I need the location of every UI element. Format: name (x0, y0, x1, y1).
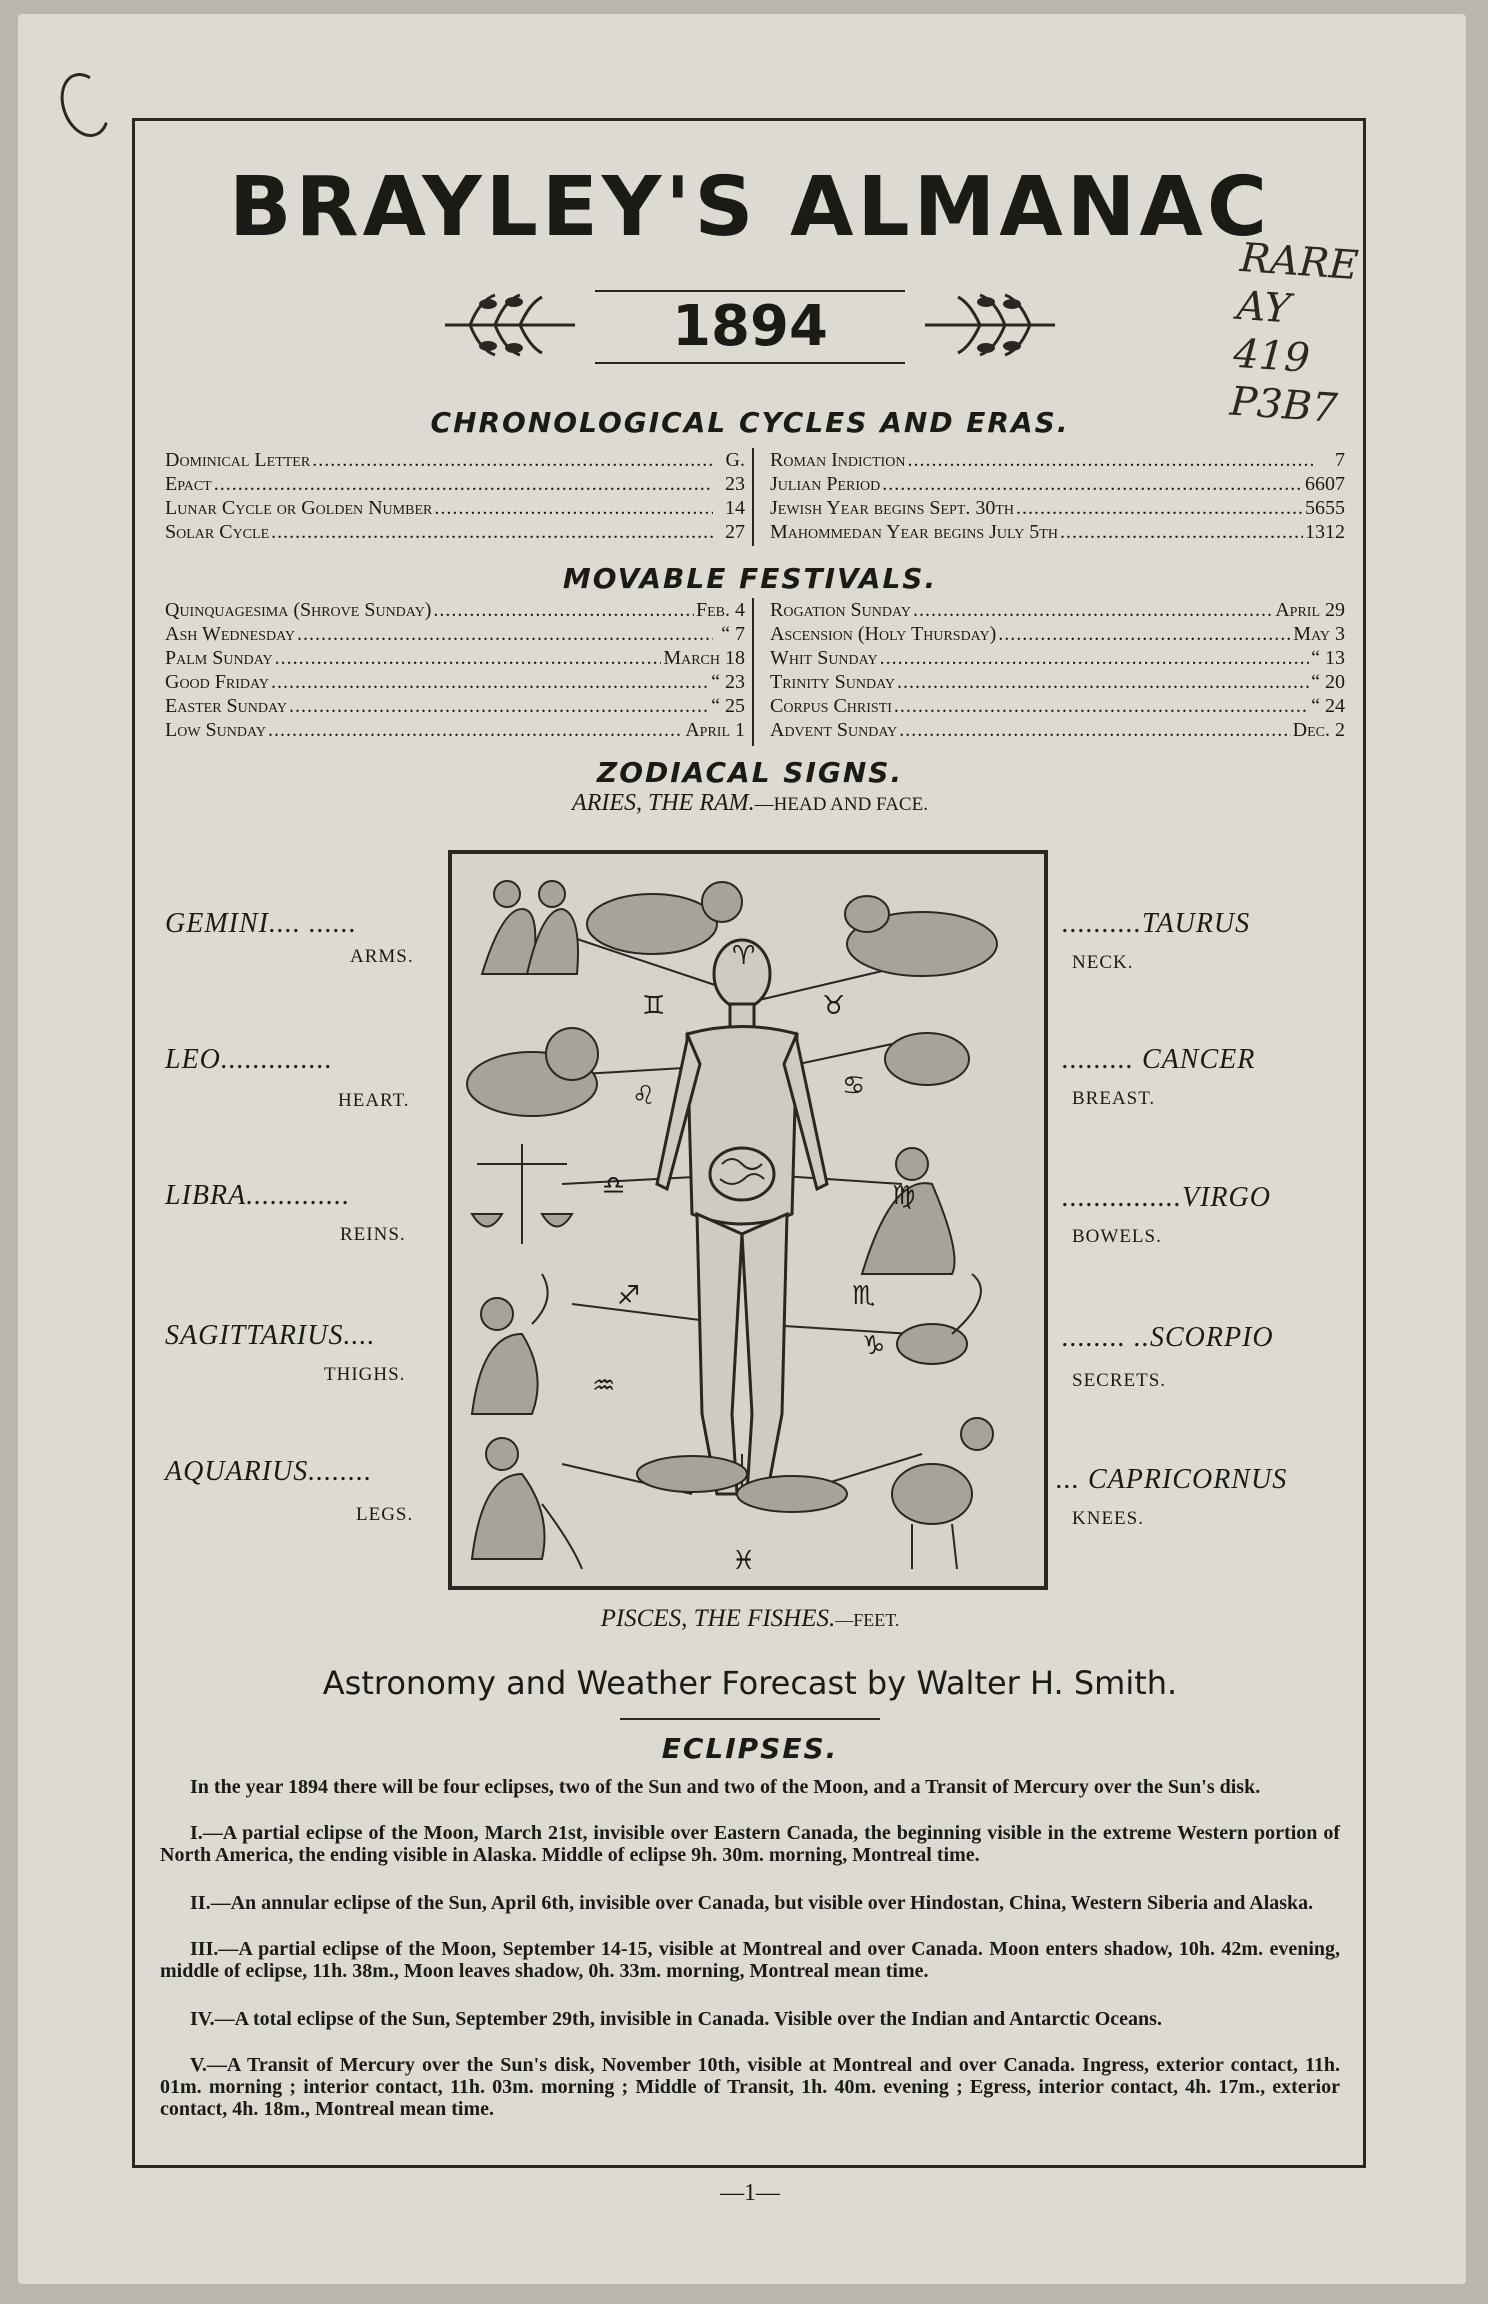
cycle-row (770, 448, 1345, 472)
festival-label: Corpus Christi (770, 695, 892, 717)
festival-date: Feb. 4 (695, 599, 745, 621)
page-number: —1— (720, 2180, 780, 2206)
festival-label: Easter Sunday (165, 695, 287, 717)
cycle-row (165, 520, 745, 544)
left-sprig-ornament (440, 282, 580, 368)
festivals-heading: MOVABLE FESTIVALS. (562, 562, 938, 595)
festival-label: Ascension (Holy Thursday) (770, 623, 997, 645)
festival-label: Low Sunday (165, 719, 266, 741)
eclipse-text: II.—An annular eclipse of the Sun, April 6th, invisible over Canada, but visible over Hindostan, China, Western Siberia and Alaska. (190, 1892, 1314, 1914)
astronomy-rule (620, 1718, 880, 1720)
festival-row (165, 598, 745, 622)
aquarius-part: LEGS. (356, 1504, 414, 1525)
aries-sign: ARIES, THE RAM. (572, 790, 755, 816)
pisces-glyph: ♓ (732, 1546, 756, 1576)
zodiac-heading: ZODIACAL SIGNS. (596, 756, 904, 789)
festival-row (770, 694, 1345, 718)
cycle-value: 6607 (1305, 473, 1345, 495)
festival-row (770, 622, 1345, 646)
cycles-heading: CHRONOLOGICAL CYCLES AND ERAS. (430, 406, 1070, 439)
festival-date: April 29 (1275, 599, 1345, 621)
eclipse-paragraph (160, 1776, 1340, 1798)
zodiac-figure-art (452, 854, 1044, 1586)
festival-date: March 18 (663, 647, 745, 669)
year-label: 1894 (595, 290, 905, 364)
gemini-part: ARMS. (350, 946, 414, 967)
scorpio-label: ........ ..SCORPIO (1062, 1322, 1274, 1353)
festival-date: “ 20 (1311, 671, 1345, 693)
eclipse-text: IV.—A total eclipse of the Sun, September 29th, invisible in Canada. Visible over the Indian and Antarctic Oceans. (190, 2008, 1162, 2030)
festival-date: Dec. 2 (1292, 719, 1345, 741)
festival-date: April 1 (685, 719, 745, 741)
virgo-glyph: ♍ (892, 1181, 916, 1211)
aquarius-glyph: ♒ (592, 1371, 616, 1401)
festival-row (165, 694, 745, 718)
eclipses-heading: ECLIPSES. (661, 1732, 839, 1765)
astronomy-title: Astronomy and Weather Forecast by Walter H. Smith. (322, 1664, 1178, 1702)
eclipse-text: I.—A partial eclipse of the Moon, March 21st, invisible over Eastern Canada, the beginning visible in the extreme Western portion of North America, the ending visible in Alaska. Middle of eclipse 9h. 30m. morning, Montreal time. (160, 1822, 1340, 1866)
cycle-row (165, 496, 745, 520)
handwritten-line: AY (1235, 282, 1293, 333)
libra-label: LIBRA............. (165, 1180, 351, 1211)
scorpio-glyph: ♏ (852, 1281, 876, 1311)
festival-date: “ 13 (1311, 647, 1345, 669)
eclipse-paragraph (160, 2008, 1340, 2030)
festival-row (770, 646, 1345, 670)
cycle-value: 1312 (1305, 521, 1345, 543)
cycle-label: Solar Cycle (165, 521, 270, 543)
zodiac-man-illustration (448, 850, 1048, 1590)
festival-row (770, 670, 1345, 694)
festival-label: Advent Sunday (770, 719, 898, 741)
cycle-value: 5655 (1305, 497, 1345, 519)
cycles-left-column (165, 448, 745, 544)
sagittarius-glyph: ♐ (617, 1281, 641, 1311)
cycle-value: 7 (1335, 449, 1345, 471)
virgo-label: ...............VIRGO (1062, 1182, 1271, 1213)
handwritten-line: P3B7 (1228, 378, 1339, 432)
cycle-row (770, 472, 1345, 496)
cycle-row (165, 472, 745, 496)
virgo-part: BOWELS. (1072, 1226, 1162, 1247)
gemini-label: GEMINI.... ...... (165, 908, 357, 939)
cycle-label: Julian Period (770, 473, 881, 495)
festival-date: May 3 (1293, 623, 1345, 645)
aries-glyph: ♈ (732, 941, 756, 971)
aries-caption (140, 790, 1360, 817)
festival-label: Quinquagesima (Shrove Sunday) (165, 599, 432, 621)
capricornus-part: KNEES. (1072, 1508, 1144, 1529)
capricornus-label: ... CAPRICORNUS (1056, 1464, 1288, 1495)
cycle-value: 14 (725, 497, 745, 519)
taurus-label: ..........TAURUS (1062, 908, 1251, 939)
cycle-label: Dominical Letter (165, 449, 311, 471)
cycle-label: Jewish Year begins Sept. 30th (770, 497, 1015, 519)
cancer-label: ......... CANCER (1062, 1044, 1256, 1075)
leo-label: LEO.............. (165, 1044, 333, 1075)
festival-date: “ 24 (1311, 695, 1345, 717)
cycle-row (770, 520, 1345, 544)
festival-label: Palm Sunday (165, 647, 273, 669)
cycle-value: G. (725, 449, 745, 471)
year-banner (440, 282, 1060, 372)
handwritten-line: 419 (1231, 330, 1312, 382)
aries-part: —HEAD AND FACE. (754, 794, 928, 815)
eclipse-text: V.—A Transit of Mercury over the Sun's disk, November 10th, visible at Montreal and over Canada. Ingress, exterior contact, 11h. 01m. morning ; interior contact, 11h. 03m. morning ; Middle of Transit, 1h. 40m. evening ; Egress, interior contact, 4h. 17m., exterior contact, 4h. 18m., Montreal mean time. (160, 2054, 1340, 2120)
festival-date: “ 25 (711, 695, 745, 717)
festival-label: Whit Sunday (770, 647, 878, 669)
sagittarius-label: SAGITTARIUS.... (165, 1320, 376, 1351)
handwritten-line: RARE (1238, 234, 1360, 290)
taurus-glyph: ♉ (822, 991, 846, 1021)
leo-glyph: ♌ (632, 1081, 656, 1111)
festival-label: Good Friday (165, 671, 269, 693)
eclipse-paragraph (160, 2054, 1340, 2120)
libra-glyph: ♎ (602, 1171, 626, 1201)
cycle-row (165, 448, 745, 472)
festival-label: Rogation Sunday (770, 599, 911, 621)
cycle-label: Roman Indiction (770, 449, 906, 471)
festivals-right-column (770, 598, 1345, 742)
eclipse-paragraph (160, 1892, 1340, 1914)
cycle-row (770, 496, 1345, 520)
eclipse-text: III.—A partial eclipse of the Moon, September 14-15, visible at Montreal and over Canada. Moon enters shadow, 10h. 42m. evening, middle of eclipse, 11h. 38m., Moon leaves shadow, 0h. 33m. morning, Montreal mean time. (160, 1938, 1340, 1982)
cycles-right-column (770, 448, 1345, 544)
festival-row (165, 622, 745, 646)
cancer-part: BREAST. (1072, 1088, 1156, 1109)
festival-row (770, 718, 1345, 742)
sagittarius-part: THIGHS. (324, 1364, 406, 1385)
festival-row (165, 718, 745, 742)
eclipse-text: In the year 1894 there will be four eclipses, two of the Sun and two of the Moon, and a Transit of Mercury over the Sun's disk. (190, 1776, 1261, 1798)
aquarius-label: AQUARIUS........ (165, 1456, 373, 1487)
festival-date: “ 7 (721, 623, 745, 645)
gemini-glyph: ♊ (642, 991, 666, 1021)
festival-row (165, 670, 745, 694)
festival-date: “ 23 (711, 671, 745, 693)
taurus-part: NECK. (1072, 952, 1134, 973)
cycle-value: 23 (725, 473, 745, 495)
cancer-glyph: ♋ (842, 1071, 866, 1101)
scorpio-part: SECRETS. (1072, 1370, 1167, 1391)
cycle-label: Mahommedan Year begins July 5th (770, 521, 1058, 543)
leo-part: HEART. (338, 1090, 410, 1111)
festival-row (770, 598, 1345, 622)
cycles-divider (752, 448, 754, 546)
eclipse-paragraph (160, 1822, 1340, 1866)
festival-label: Ash Wednesday (165, 623, 296, 645)
capricorn-glyph: ♑ (862, 1331, 886, 1361)
cycle-value: 27 (725, 521, 745, 543)
festival-row (165, 646, 745, 670)
right-sprig-ornament (920, 282, 1060, 368)
pisces-part: —FEET. (835, 1610, 900, 1630)
pisces-sign: PISCES, THE FISHES. (600, 1605, 836, 1632)
pisces-caption (140, 1605, 1360, 1633)
eclipse-paragraph (160, 1938, 1340, 1982)
festivals-divider (752, 598, 754, 746)
festival-label: Trinity Sunday (770, 671, 896, 693)
festivals-left-column (165, 598, 745, 742)
cycle-label: Epact (165, 473, 212, 495)
cycle-label: Lunar Cycle or Golden Number (165, 497, 433, 519)
libra-part: REINS. (340, 1224, 406, 1245)
almanac-title: BRAYLEY'S ALMANAC (228, 160, 1272, 255)
